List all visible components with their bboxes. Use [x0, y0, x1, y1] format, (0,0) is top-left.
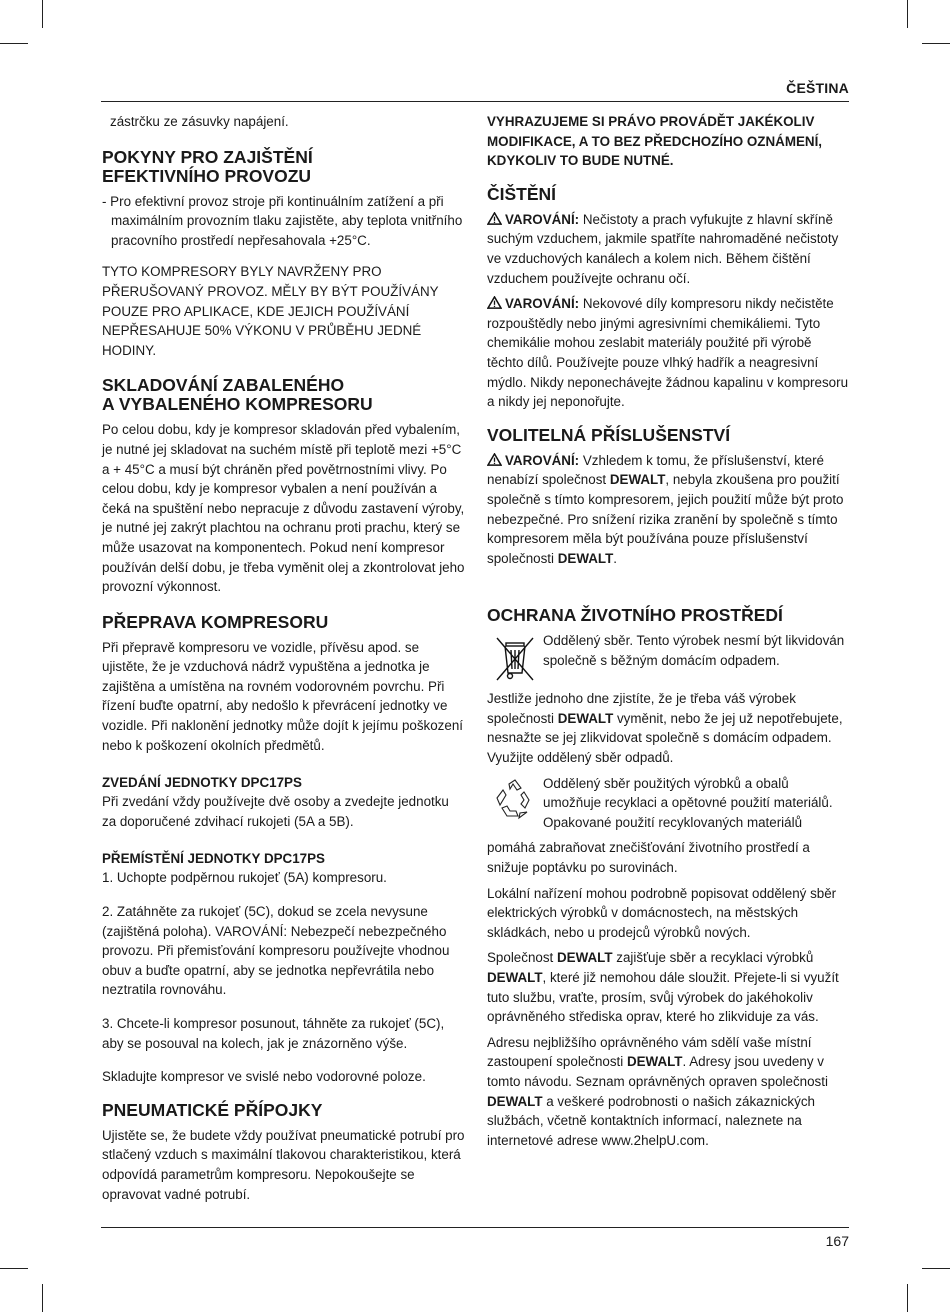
moving-step-3: 3. Chcete-li kompresor posunout, táhněte za rukojeť (5C), aby se posouval na kolech, jak je znázorněno výše. [102, 1016, 445, 1051]
crop-mark [922, 1268, 950, 1269]
pneumatic-text: Ujistěte se, že budete vždy používat pneumatické potrubí pro stlačený vzduch s maximální tlakovou charakteristikou, která odpovídá parametrům kompresoru. Nepokoušejte se opravovat vadné potrubí. [102, 1127, 465, 1202]
section-title-storage: SKLADOVÁNÍ ZABALENÉHO A VYBALENÉHO KOMPRESORU [102, 375, 373, 415]
left-column [102, 112, 465, 1210]
crop-mark [42, 1284, 43, 1312]
recycling-row [487, 774, 850, 833]
environment-paragraph-4: Společnost DEWALT zajišťuje sběr a recyklaci výrobků DEWALT, které již nemohou dále sloužit. Přejete-li si využít tuto službu, vraťte, prosím, svůj výrobek do jakéhokoliv oprávněného střediska oprav, které ho zlikviduje za vás. [487, 950, 839, 1025]
warning-triangle-icon [487, 453, 502, 466]
recycling-icon [494, 778, 536, 820]
moving-step-2: 2. Zatáhněte za rukojeť (5C), dokud se zcela nevysune (zajištěná poloha). VAROVÁNÍ: Nebezpečí nebezpečného provozu. Při přemisťování kompresoru používejte vhodnou obuv a buďte opatrní, aby se jednotka nepřevrátila nebo neztratila rovnováhu. [102, 904, 450, 998]
crop-mark [0, 43, 28, 44]
warning-triangle-icon [487, 296, 502, 309]
cleaning-warning-2: VAROVÁNÍ: Nekovové díly kompresoru nikdy nečistěte rozpouštědly nebo jinými agresivními chemikáliemi. Tyto chemikálie mohou zeslabit materiály použité při výrobě těchto dílů. Používejte pouze vlhký hadřík a neagresivní mýdlo. Nikdy neponechávejte žádnou kapalinu v kompresoru a nikdy jej neponořujte. [487, 296, 849, 410]
warning-triangle-icon [487, 212, 502, 225]
transport-text: Při přepravě kompresoru ve vozidle, přívěsu apod. se ujistěte, že je vzduchová nádrž vypuštěna a jednotka je zajištěna a umístěna na rovném vodorovném povrchu. Při řízení buďte opatrní, aby nedošlo k převrácení jednotky ve vozidle. Při naklonění jednotky může dojít k jejímu poškození nebo k poškození okolních předmětů. [102, 639, 463, 753]
section-title-moving: PŘEMÍSTĚNÍ JEDNOTKY DPC17PS [102, 851, 325, 867]
crop-mark [922, 43, 950, 44]
lifting-text: Při zvedání vždy používejte dvě osoby a zvedejte jednotku za doporučené zdvihací rukojeti (5A a 5B). [102, 794, 449, 829]
page-number: 167 [825, 1233, 849, 1249]
intermittent-use-notice: TYTO KOMPRESORY BYLY NAVRŽENY PRO PŘERUŠOVANÝ PROVOZ. MĚLY BY BÝT POUŽÍVÁNY POUZE PRO APLIKACE, KDE JEJICH POUŽÍVÁNÍ NEPŘESAHUJE 50% VÝKONU V PRŮBĚHU JEDNÉ HODINY. [102, 264, 439, 358]
footer-rule [101, 1227, 849, 1228]
separate-collection-row [487, 631, 850, 683]
crop-mark [0, 1268, 28, 1269]
efficient-operation-bullet: - Pro efektivní provoz stroje při kontinuálním zatížení a při maximálním provozním tlaku zajistěte, aby teplota vnitřního pracovního prostředí nepřesahovala +25°C. [102, 193, 463, 248]
moving-step-1: 1. Uchopte podpěrnou rukojeť (5A) kompresoru. [102, 870, 387, 886]
environment-paragraph-3: Lokální nařízení mohou podrobně popisovat oddělený sběr elektrických výrobků v domácnostech, na městských skládkách, nebo u prodejců výrobků nových. [487, 885, 837, 940]
section-title-transport: PŘEPRAVA KOMPRESORU [102, 611, 329, 632]
crossed-bin-icon [494, 635, 536, 683]
recycling-text: Oddělený sběr použitých výrobků a obalů umožňuje recyklaci a opětovné použití materiálů. Opakované použití recyklovaných materiálů [543, 775, 833, 830]
storage-position-text: Skladujte kompresor ve svislé nebo vodorovné poloze. [102, 1069, 426, 1085]
right-column [487, 112, 850, 1156]
cleaning-warning-1: VAROVÁNÍ: Nečistoty a prach vyfukujte z hlavní skříně suchým vzduchem, jakmile spatříte nahromaděné nečistoty ve vzduchových kanálech a kolem nich. Během čištění vzduchem používejte ochranu očí. [487, 211, 839, 286]
accessories-warning: VAROVÁNÍ: Vzhledem k tomu, že příslušenství, které nenabízí společnost DEWALT, nebyla zkoušena pro použití společně s tímto kompresorem, jejich použití může být proto nebezpečné. Pro snížení rizika zranění by společně s tímto kompresorem měla být používána pouze příslušenství společnosti DEWALT. [487, 452, 844, 566]
language-header: ČEŠTINA [786, 80, 849, 96]
section-title-efficient-operation: POKYNY PRO ZAJIŠTĚNÍ EFEKTIVNÍHO PROVOZU [102, 146, 313, 186]
modification-notice: VYHRAZUJEME SI PRÁVO PROVÁDĚT JAKÉKOLIV MODIFIKACE, A TO BEZ PŘEDCHOZÍHO OZNÁMENÍ, KDYKOLIV TO BUDE NUTNÉ. [487, 114, 823, 169]
section-title-lifting: ZVEDÁNÍ JEDNOTKY DPC17PS [102, 775, 302, 791]
intro-text: zástrčku ze zásuvky napájení. [110, 114, 289, 129]
crop-mark [42, 0, 43, 28]
section-title-pneumatic: PNEUMATICKÉ PŘÍPOJKY [102, 1099, 323, 1120]
section-title-accessories: VOLITELNÁ PŘÍSLUŠENSTVÍ [487, 424, 731, 445]
crop-mark [907, 0, 908, 28]
separate-collection-text: Oddělený sběr. Tento výrobek nesmí být likvidován společně s běžným domácím odpadem. [543, 633, 845, 668]
environment-paragraph-1: Jestliže jednoho dne zjistíte, že je třeba váš výrobek společnosti DEWALT vyměnit, nebo že jej už nepotřebujete, nesnažte se jej zlikvidovat společně s domácím odpadem. Využijte oddělený sběr odpadů. [487, 691, 843, 766]
section-title-cleaning: ČIŠTĚNÍ [487, 183, 557, 204]
environment-paragraph-2: pomáhá zabraňovat znečišťování životního prostředí a snižuje poptávku po surovinách. [487, 840, 810, 876]
section-title-environment: OCHRANA ŽIVOTNÍHO PROSTŘEDÍ [487, 605, 783, 626]
header-rule [101, 101, 849, 102]
storage-text: Po celou dobu, kdy je kompresor skladován před vybalením, je nutné jej skladovat na suchém místě při teplotě mezi +5°C a + 45°C a musí být chráněn před povětrnostními vlivy. Po celou dobu, kdy je kompresor vybalen a není používán a čeká na spuštění nebo nepracuje z důvodu zastavení výroby, je nutné jej zakrýt plachtou na ochranu proti prachu, který se může usazovat na komponentech. Pokud není kompresor používán delší dobu, je třeba vyměnit olej a zkontrolovat jeho provozní výkonnost. [102, 422, 465, 595]
crop-mark [907, 1284, 908, 1312]
environment-paragraph-5: Adresu nejbližšího oprávněného vám sdělí vaše místní zastoupení společnosti DEWALT. Adresy jsou uvedeny v tomto návodu. Seznam oprávněných opraven společnosti DEWALT a veškeré podrobnosti o našich zákaznických službách, včetně kontaktních informací, naleznete na internetové adrese www.2helpU.com. [487, 1034, 828, 1148]
